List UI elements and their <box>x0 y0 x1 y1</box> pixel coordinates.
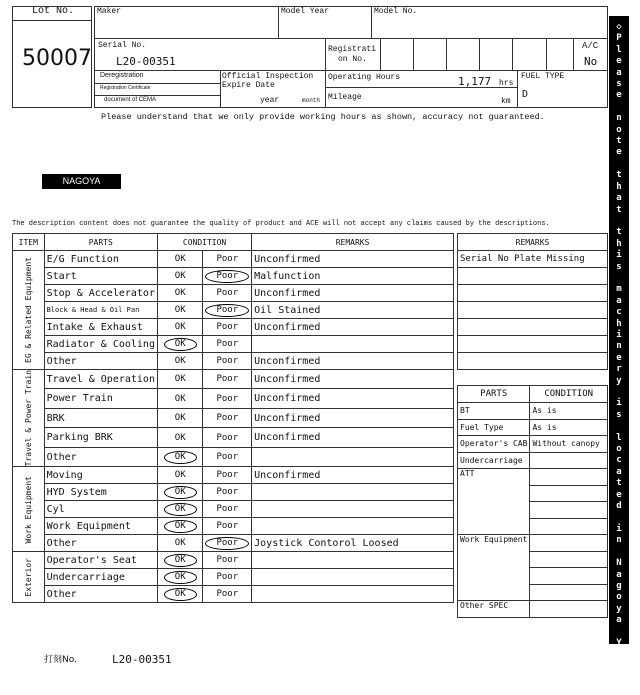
side-remark-row <box>458 336 608 353</box>
poor-option: Poor <box>216 322 239 332</box>
poor-option: Poor <box>216 413 239 424</box>
remark-cell <box>252 586 454 603</box>
side-part-name: Work Equipment <box>458 535 530 601</box>
side-part-condition <box>530 551 608 568</box>
side-part-condition <box>530 502 608 519</box>
side-remark-row <box>458 251 608 268</box>
part-name: Parking BRK <box>44 428 157 447</box>
side-part-row <box>458 419 608 436</box>
poor-option: Poor <box>216 487 239 498</box>
vertical-notice-bar <box>609 16 629 694</box>
table-row <box>13 336 454 353</box>
maker-label: Maker <box>97 7 122 16</box>
condition-table <box>12 233 454 603</box>
remark-cell: Unconfirmed <box>252 319 454 336</box>
side-part-condition <box>530 535 608 552</box>
ac-label: A/C <box>582 41 599 51</box>
item-group-label: Exterior <box>23 558 33 597</box>
footer-label: 打刻No. <box>44 655 77 665</box>
side-remark-cell <box>458 353 608 370</box>
side-remark-row <box>458 319 608 336</box>
serial-no-label: Serial No. <box>98 41 147 50</box>
part-name: Operator's Seat <box>44 552 157 569</box>
ok-circled: OK <box>164 554 197 567</box>
fuel-type-value: D <box>522 89 529 100</box>
ok-circled: OK <box>164 571 197 584</box>
side-remark-row <box>458 353 608 370</box>
side-part-condition <box>530 584 608 601</box>
item-header: ITEM <box>13 234 45 251</box>
poor-circled: Poor <box>205 537 249 550</box>
side-part-row <box>458 403 608 420</box>
table-row <box>13 467 454 484</box>
poor-circled: Poor <box>205 270 249 283</box>
ok-option: OK <box>174 271 186 281</box>
table-row <box>13 408 454 427</box>
description-disclaimer: The description content does not guarantee the quality of product and ACE will not accept any claims caused by the descriptions. <box>12 220 550 228</box>
serial-no-value: L20-00351 <box>116 55 176 68</box>
document-cema-label: document of CEMA <box>104 97 157 103</box>
ok-option: OK <box>174 374 186 385</box>
remark-cell: Unconfirmed <box>252 428 454 447</box>
fuel-type-label: FUEL TYPE <box>521 72 565 81</box>
side-part-name: Undercarriage <box>458 452 530 469</box>
part-name: Other <box>44 353 157 370</box>
part-name: Other <box>44 535 157 552</box>
item-group-label: Work Equipment <box>23 475 33 544</box>
table-row <box>13 501 454 518</box>
ok-circled: OK <box>164 451 197 464</box>
side-part-row <box>458 436 608 453</box>
km-label: km <box>501 97 511 106</box>
poor-option: Poor <box>216 393 239 404</box>
part-name: Travel & Operation <box>44 370 157 389</box>
side-condition-header: CONDITION <box>530 386 608 403</box>
side-part-condition: Without canopy <box>530 436 608 453</box>
model-no-label: Model No. <box>374 7 418 16</box>
poor-option: Poor <box>216 288 239 298</box>
remark-cell: Unconfirmed <box>252 408 454 427</box>
month-label: month <box>302 97 321 104</box>
part-name: Undercarriage <box>44 569 157 586</box>
side-remark-row <box>458 285 608 302</box>
location-badge: NAGOYA <box>42 174 121 189</box>
side-part-condition <box>530 485 608 502</box>
side-part-row <box>458 601 608 618</box>
lot-no-label: Lot No. <box>32 6 75 17</box>
table-row <box>13 302 454 319</box>
ok-option: OK <box>174 413 186 424</box>
remark-cell <box>252 447 454 467</box>
deregistration-label: Deregistration <box>100 72 144 79</box>
part-name: Cyl <box>44 501 157 518</box>
part-name: Radiator & Cooling <box>44 336 157 353</box>
poor-option: Poor <box>216 374 239 385</box>
side-part-row <box>458 535 608 552</box>
remark-cell: Oil Stained <box>252 302 454 319</box>
ok-option: OK <box>174 305 186 315</box>
side-part-name: Fuel Type <box>458 419 530 436</box>
remark-cell <box>252 501 454 518</box>
footer-serial: L20-00351 <box>112 653 172 666</box>
side-part-condition <box>530 452 608 469</box>
table-row <box>13 518 454 535</box>
side-part-condition: As is <box>530 403 608 420</box>
side-remark-row <box>458 268 608 285</box>
part-name: Start <box>44 268 157 285</box>
hrs-label: hrs <box>499 79 514 88</box>
operating-hours-value: 1,177 <box>458 75 492 88</box>
item-group-label: Travel & Power Train <box>23 370 33 467</box>
ok-circled: OK <box>164 338 197 351</box>
table-row <box>13 447 454 467</box>
side-part-name: Operator's CAB <box>458 436 530 453</box>
side-part-name: BT <box>458 403 530 420</box>
table-row <box>13 569 454 586</box>
side-part-condition: As is <box>530 419 608 436</box>
side-remark-cell <box>458 268 608 285</box>
ok-circled: OK <box>164 520 197 533</box>
part-name: Stop & Accelerator <box>44 285 157 302</box>
side-part-condition <box>530 518 608 535</box>
table-row <box>13 370 454 389</box>
side-part-condition <box>530 469 608 486</box>
remark-cell <box>252 518 454 535</box>
side-part-condition <box>530 601 608 618</box>
side-remarks-header: REMARKS <box>458 234 608 251</box>
table-row <box>13 535 454 552</box>
table-row <box>13 353 454 370</box>
side-remark-cell <box>458 302 608 319</box>
remark-cell <box>252 552 454 569</box>
ok-circled: OK <box>164 503 197 516</box>
side-remark-row <box>458 302 608 319</box>
remark-cell <box>252 336 454 353</box>
ok-option: OK <box>174 322 186 332</box>
poor-option: Poor <box>216 452 239 463</box>
remark-cell <box>252 484 454 501</box>
lot-number: 50007 <box>22 46 92 71</box>
registration-label-1: Registrati <box>328 45 377 54</box>
part-name: Other <box>44 447 157 467</box>
poor-option: Poor <box>216 470 239 481</box>
item-group-label: EG & Related Equipment <box>23 257 33 363</box>
ok-circled: OK <box>164 486 197 499</box>
table-row <box>13 586 454 603</box>
table-row <box>13 251 454 268</box>
side-part-name: Other SPEC <box>458 601 530 618</box>
side-part-row <box>458 452 608 469</box>
part-name: BRK <box>44 408 157 427</box>
ok-option: OK <box>174 393 186 404</box>
side-parts-header: PARTS <box>458 386 530 403</box>
parts-header: PARTS <box>44 234 157 251</box>
ok-option: OK <box>174 538 186 549</box>
expire-date-label: Expire Date <box>222 81 275 90</box>
poor-option: Poor <box>216 504 239 515</box>
part-name: HYD System <box>44 484 157 501</box>
poor-option: Poor <box>216 572 239 583</box>
poor-option: Poor <box>216 254 239 264</box>
remarks-header: REMARKS <box>252 234 454 251</box>
side-part-name: ATT <box>458 469 530 535</box>
model-year-label: Model Year <box>281 7 330 16</box>
remark-cell: Unconfirmed <box>252 251 454 268</box>
remark-cell: Joystick Contorol Loosed <box>252 535 454 552</box>
table-row <box>13 319 454 336</box>
ok-option: OK <box>174 356 186 366</box>
ok-option: OK <box>174 432 186 443</box>
part-name: Block & Head & Oil Pan <box>44 302 157 319</box>
remark-cell: Unconfirmed <box>252 467 454 484</box>
remark-cell: Unconfirmed <box>252 285 454 302</box>
condition-header: CONDITION <box>157 234 251 251</box>
poor-option: Poor <box>216 356 239 366</box>
part-name: Moving <box>44 467 157 484</box>
hours-disclaimer: Please understand that we only provide working hours as shown, accuracy not guaranteed. <box>101 112 545 122</box>
table-row <box>13 484 454 501</box>
side-remarks-table <box>457 233 608 370</box>
side-remark-cell <box>458 319 608 336</box>
part-name: Intake & Exhaust <box>44 319 157 336</box>
side-remark-cell <box>458 336 608 353</box>
ok-circled: OK <box>164 588 197 601</box>
ok-option: OK <box>174 254 186 264</box>
remark-cell <box>252 569 454 586</box>
side-parts-table <box>457 385 608 618</box>
side-part-condition <box>530 568 608 585</box>
table-row <box>13 285 454 302</box>
ok-option: OK <box>174 470 186 481</box>
remark-cell: Unconfirmed <box>252 389 454 408</box>
official-inspection-label: Official Inspection <box>222 72 314 81</box>
registration-label-2: on No. <box>338 55 367 64</box>
side-remark-cell: Serial No Plate Missing <box>458 251 608 268</box>
operating-hours-label: Operating Hours <box>328 73 401 82</box>
poor-option: Poor <box>216 339 239 349</box>
poor-option: Poor <box>216 555 239 566</box>
poor-option: Poor <box>216 432 239 443</box>
poor-option: Poor <box>216 521 239 532</box>
mileage-label: Mileage <box>328 93 362 102</box>
vertical-notice-text: ◇ P l e a s e n o t e t h a t t h i s m a c h i n e r y i s l o c a t e d i n N a g o y a Y a r d ◇ <box>616 22 622 694</box>
part-name: Work Equipment <box>44 518 157 535</box>
part-name: Other <box>44 586 157 603</box>
ok-option: OK <box>174 288 186 298</box>
remark-cell: Unconfirmed <box>252 353 454 370</box>
year-label: year <box>260 96 280 105</box>
table-row <box>13 428 454 447</box>
table-row <box>13 389 454 408</box>
part-name: E/G Function <box>44 251 157 268</box>
remark-cell: Unconfirmed <box>252 370 454 389</box>
ac-value: No <box>584 55 598 68</box>
remark-cell: Malfunction <box>252 268 454 285</box>
table-row <box>13 268 454 285</box>
part-name: Power Train <box>44 389 157 408</box>
poor-circled: Poor <box>205 304 249 317</box>
table-row <box>13 552 454 569</box>
side-part-row <box>458 469 608 486</box>
poor-option: Poor <box>216 589 239 600</box>
side-remark-cell <box>458 285 608 302</box>
registration-certificate-label: Registration Certificate <box>100 85 151 91</box>
